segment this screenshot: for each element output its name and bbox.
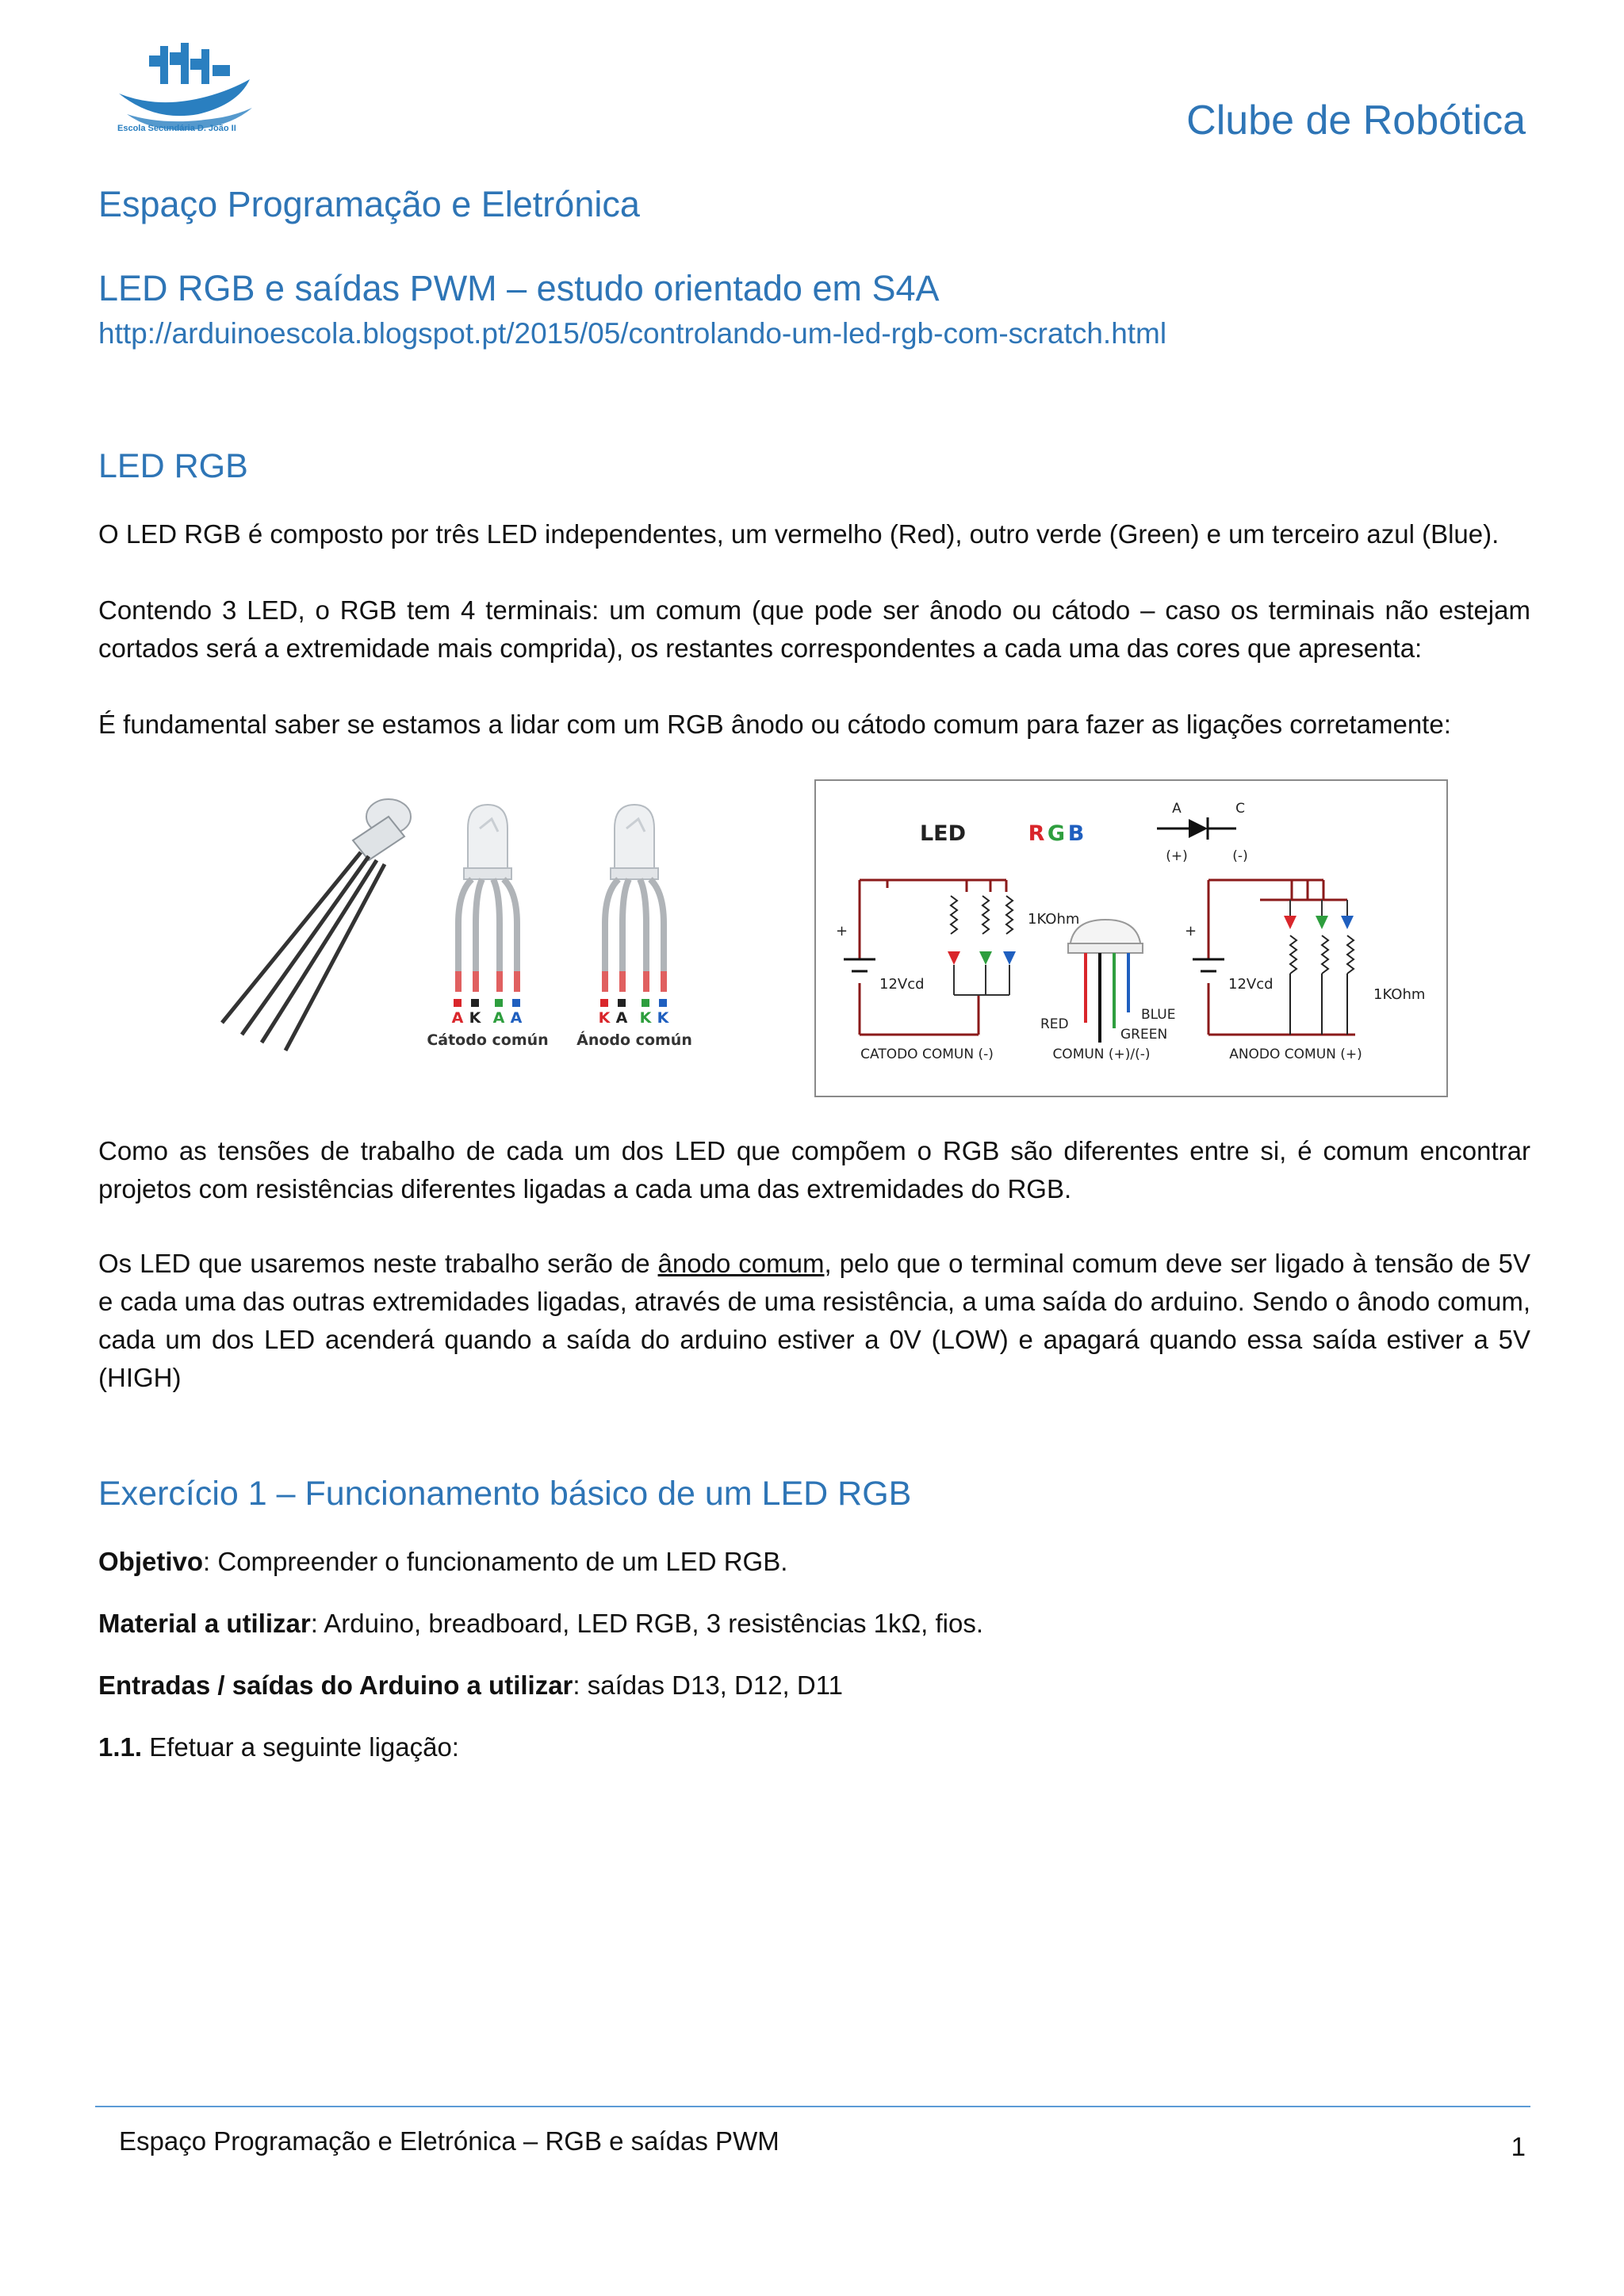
right-plus-sign: + <box>1185 923 1197 939</box>
paragraph-2: Contendo 3 LED, o RGB tem 4 terminais: um comum (que pode ser ânodo ou cátodo – caso os terminais não estejam cortados será a extremidade mais comprida), os restantes correspondentes a cada uma das cores que apresenta: <box>98 595 1530 663</box>
led-rgb-heading: LED RGB <box>98 447 248 485</box>
right-resistor-label: 1KOhm <box>1373 986 1426 1003</box>
objective-label: Objetivo <box>98 1547 204 1576</box>
led-anodo-image <box>600 805 667 1007</box>
led-catodo-image <box>454 805 520 1007</box>
section-title: Espaço Programação e Eletrónica <box>98 184 640 224</box>
io-text: : saídas D13, D12, D11 <box>573 1670 843 1700</box>
catodo-caption: CATODO COMUN (-) <box>860 1047 994 1062</box>
paragraph-4: Como as tensões de trabalho de cada um dos LED que compõem o RGB são diferentes entre si, é comum encontrar projetos com resistências diferentes ligadas a cada uma das extremidades do RGB. <box>98 1136 1530 1203</box>
paragraph-1: O LED RGB é composto por três LED independentes, um vermelho (Red), outro verde (Green) e um terceiro azul (Blue). <box>98 519 1500 549</box>
left-plus-sign: + <box>836 923 848 939</box>
clear-led-image <box>222 799 411 1050</box>
anodo-caption: ANODO COMUN (+) <box>1229 1047 1362 1062</box>
anodo-comum-emphasis: ânodo comum <box>657 1249 825 1278</box>
leds-left <box>948 951 1016 995</box>
battery-right <box>1193 959 1224 971</box>
mid-caption: COMUN (+)/(-) <box>1052 1047 1151 1062</box>
label-catodo-comun: Cátodo común <box>427 1031 549 1049</box>
resistors-right <box>1290 936 1354 1035</box>
battery-left <box>844 959 875 971</box>
pin-catodo-4: A <box>510 1009 523 1027</box>
diode-c-label: C <box>1235 801 1245 817</box>
rgb-schematic-figure <box>814 779 1448 1097</box>
paragraph-5 <box>98 1245 1530 1397</box>
objective-text: : Compreender o funcionamento de um LED RGB. <box>203 1547 788 1576</box>
diode-plus-label: (+) <box>1166 848 1188 864</box>
objective-line <box>98 1543 1530 1581</box>
diagram-title-g: G <box>1047 821 1066 846</box>
footer-text: Espaço Programação e Eletrónica – RGB e saídas PWM <box>119 2126 779 2156</box>
right-voltage-label: 12Vcd <box>1228 976 1274 993</box>
source-link[interactable]: http://arduinoescola.blogspot.pt/2015/05/controlando-um-led-rgb-com-scratch.html <box>98 317 1167 350</box>
io-line <box>98 1667 1530 1705</box>
label-anodo-comun: Ánodo común <box>576 1031 692 1049</box>
pin-anodo-3: K <box>639 1009 652 1027</box>
diagram-title-r: R <box>1028 821 1045 846</box>
diagram-title-b: B <box>1067 821 1085 846</box>
io-label: Entradas / saídas do Arduino a utilizar <box>98 1670 573 1700</box>
page-number: 1 <box>1511 2132 1526 2161</box>
left-voltage-label: 12Vcd <box>879 976 925 993</box>
pin-anodo-1: K <box>598 1009 611 1027</box>
mid-red-label: RED <box>1040 1016 1069 1032</box>
pin-anodo-4: K <box>657 1009 669 1027</box>
step-text: Efetuar a seguinte ligação: <box>142 1732 459 1762</box>
diagram-title-led: LED <box>919 821 967 846</box>
leds-right <box>1284 900 1354 929</box>
led-photo-figure <box>206 781 714 1066</box>
school-logo <box>111 38 262 141</box>
led-pinout-illustration <box>206 781 714 1066</box>
material-line <box>98 1605 1530 1643</box>
anodo-circuit <box>1208 880 1355 1035</box>
material-label: Material a utilizar <box>98 1609 311 1638</box>
material-text: : Arduino, breadboard, LED RGB, 3 resistências 1kΩ, fios. <box>310 1609 984 1638</box>
footer-rule <box>95 2106 1530 2107</box>
pin-catodo-2: K <box>469 1009 481 1027</box>
step-number: 1.1. <box>98 1732 143 1762</box>
diode-symbol <box>1157 817 1236 840</box>
rgb-circuit-diagram <box>816 781 1446 1096</box>
club-title: Clube de Robótica <box>1186 98 1526 144</box>
pin-catodo-3: A <box>492 1009 505 1027</box>
paragraph-5-end: , pelo que o terminal comum deve ser ligado à tensão de 5V e cada uma das outras extremidades ligadas, através de uma resistência, a uma saída do arduino. Sendo o ânodo comum, cada um dos LED acenderá quando a saída do arduino estiver a 0V (LOW) e apagará quando essa saída estiver a 5V (HIGH) <box>98 1249 1530 1392</box>
pin-anodo-2: A <box>615 1009 628 1027</box>
logo-caption: Escola Secundária D. João II <box>117 124 236 133</box>
diode-minus-label: (-) <box>1232 848 1248 864</box>
paragraph-3: É fundamental saber se estamos a lidar com um RGB ânodo ou cátodo comum para fazer as ligações corretamente: <box>98 710 1451 739</box>
step-1-1 <box>98 1728 1530 1766</box>
mid-green-label: GREEN <box>1120 1027 1168 1043</box>
rgb-led-component <box>1068 920 1143 1043</box>
exercise-heading: Exercício 1 – Funcionamento básico de um LED RGB <box>98 1475 912 1513</box>
paragraph-5-start: Os LED que usaremos neste trabalho serão de <box>98 1249 658 1278</box>
resistors-left <box>951 896 1013 934</box>
diode-a-label: A <box>1172 801 1182 817</box>
pin-catodo-1: A <box>451 1009 464 1027</box>
left-resistor-label: 1KOhm <box>1028 911 1080 928</box>
document-title: LED RGB e saídas PWM – estudo orientado em S4A <box>98 268 940 308</box>
mid-blue-label: BLUE <box>1141 1007 1176 1023</box>
